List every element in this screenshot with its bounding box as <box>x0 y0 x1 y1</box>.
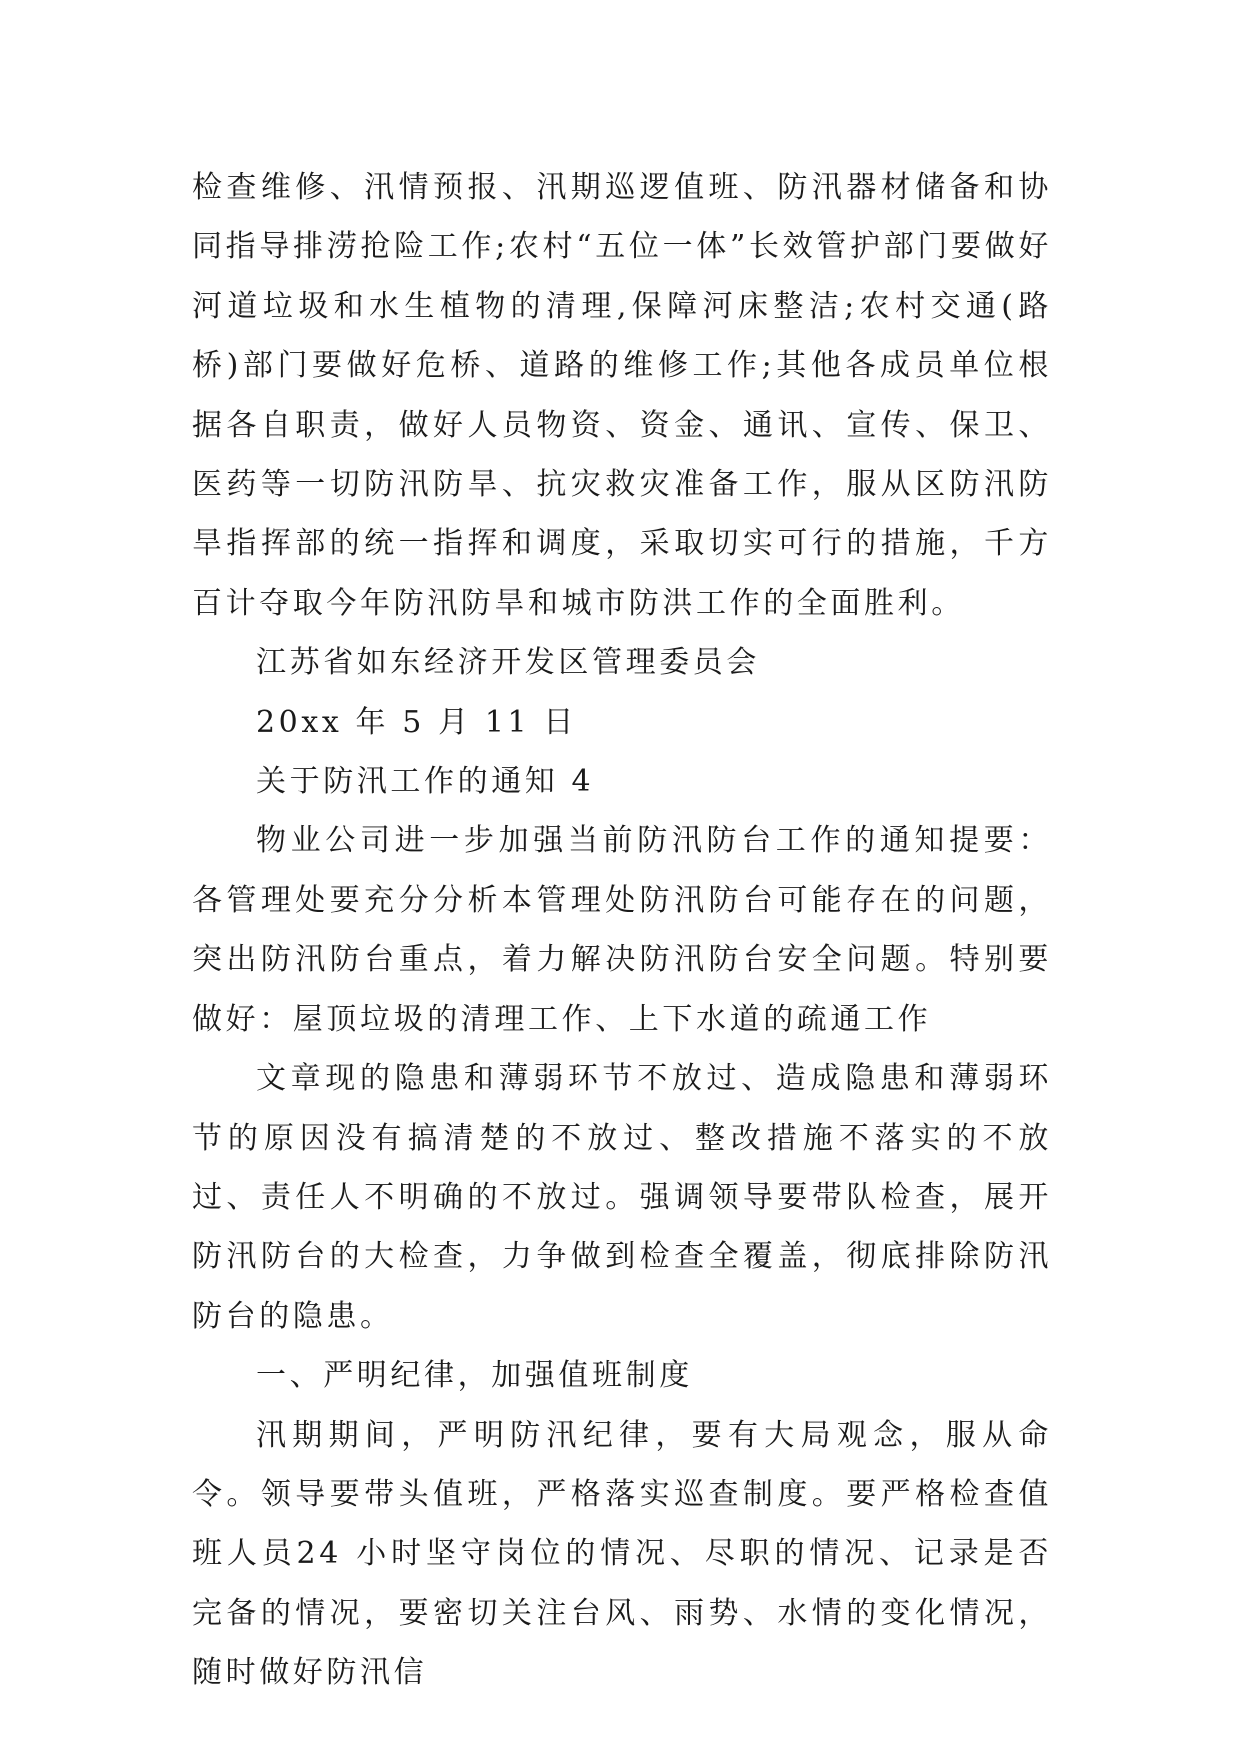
issuer-name: 江苏省如东经济开发区管理委员会 <box>256 645 760 681</box>
section-heading-discipline: 一、严明纪律，加强值班制度 <box>256 1358 693 1394</box>
paragraph-hazard-inspection: 文章现的隐患和薄弱环节不放过、造成隐患和薄弱环节的原因没有搞清楚的不放过、整改措施不落实的不放过、责任人不明确的不放过。强调领导要带队检查，展开防汛防台的大检查，力争做到检查全覆盖，彻底排除防汛防台的隐患。 <box>192 1061 1052 1334</box>
paragraph-responsibilities: 检查维修、汛情预报、汛期巡逻值班、防汛器材储备和协同指导排涝抢险工作;农村“五位一体”长效管护部门要做好河道垃圾和水生植物的清理,保障河床整洁;农村交通(路桥)部门要做好危桥、道路的维修工作;其他各成员单位根据各自职责，做好人员物资、资金、通讯、宣传、保卫、医药等一切防汛防旱、抗灾救灾准备工作，服从区防汛防旱指挥部的统一指挥和调度，采取切实可行的措施，千方百计夺取今年防汛防旱和城市防洪工作的全面胜利。 <box>192 170 1052 621</box>
issue-date: 20xx 年 5 月 11 日 <box>256 704 577 740</box>
notice-title: 关于防汛工作的通知 4 <box>256 764 595 800</box>
paragraph-property-notice: 物业公司进一步加强当前防汛防台工作的通知提要：各管理处要充分分析本管理处防汛防台可能存在的问题，突出防汛防台重点，着力解决防汛防台安全问题。特别要做好：屋顶垃圾的清理工作、上下水道的疏通工作 <box>192 823 1052 1037</box>
document-body <box>192 158 1052 1703</box>
paragraph-flood-duty: 汛期期间，严明防汛纪律，要有大局观念，服从命令。领导要带头值班，严格落实巡查制度。要严格检查值班人员24 小时坚守岗位的情况、尽职的情况、记录是否完备的情况，要密切关注台风、雨势、水情的变化情况，随时做好防汛信 <box>192 1417 1052 1691</box>
